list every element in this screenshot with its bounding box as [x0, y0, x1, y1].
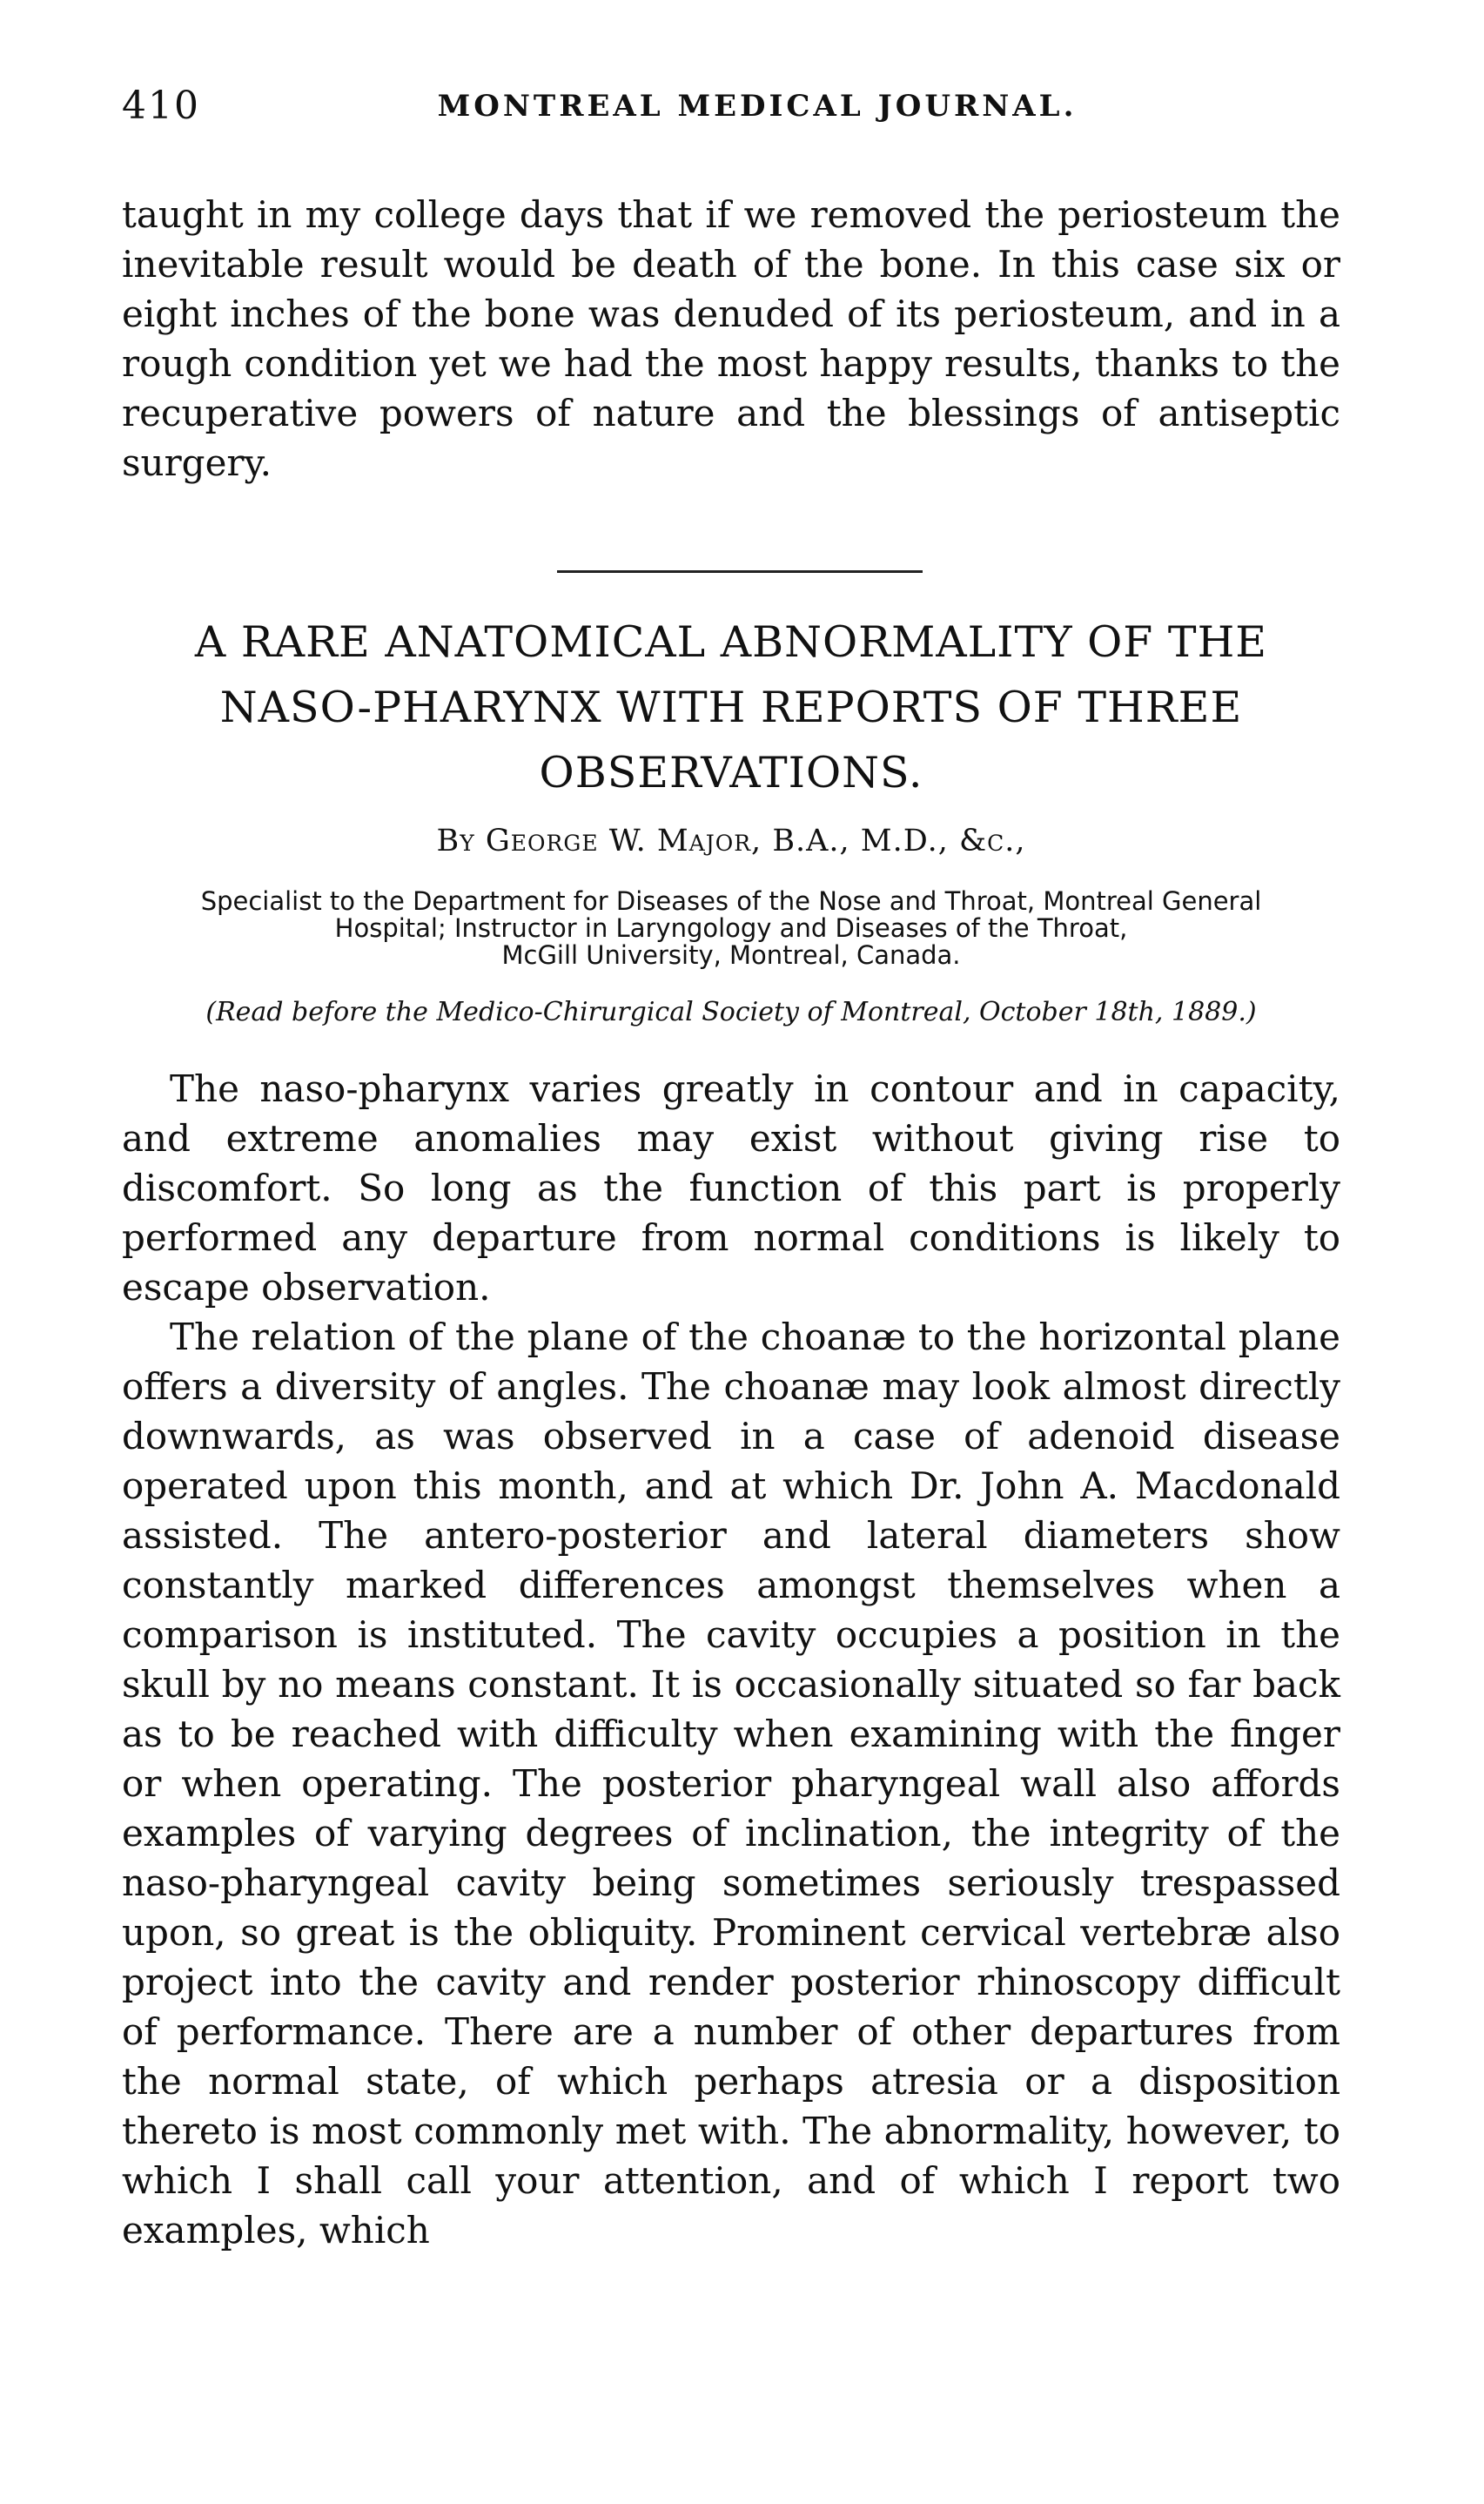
continued-paragraph: taught in my college days that if we removed the periosteum the inevitable result would be death of the bone. In this case six or eight inches of the bone was denuded of its periosteum, and in a rough condition yet we had the most happy results, thanks to the recuperative powers of nature and the blessings of antiseptic surgery. — [122, 193, 1340, 484]
document-page — [122, 0, 1340, 2504]
affiliation-line: McGill University, Montreal, Canada. — [501, 940, 961, 970]
read-before-note: (Read before the Medico-Chirurgical Society of Montreal, October 18th, 1889.) — [205, 997, 1257, 1027]
article-title — [122, 609, 1340, 805]
article-title-line: OBSERVATIONS. — [539, 748, 923, 798]
author-byline: By George W. Major, B.A., M.D., &c., — [436, 824, 1026, 858]
affiliation-line: Specialist to the Department for Diseases of the Nose and Throat, Montreal General — [200, 886, 1262, 916]
author-affiliation — [122, 888, 1340, 969]
continued-text — [122, 190, 1340, 488]
article-body — [122, 1064, 1340, 2255]
running-head — [122, 84, 1340, 136]
page-number: 410 — [122, 84, 200, 128]
section-divider — [557, 570, 923, 573]
journal-title: MONTREAL MEDICAL JOURNAL. — [437, 89, 1078, 124]
article-title-line: A RARE ANATOMICAL ABNORMALITY OF THE — [194, 617, 1268, 667]
body-paragraph: The relation of the plane of the choanæ to the horizontal plane offers a diversity of angles. The choanæ may look almost directly downwards, as was observed in a case of adenoid disease operated upon this month, and at which Dr. John A. Macdonald assisted. The antero-posterior and lateral diameters show constantly marked differences amongst themselves when a comparison is instituted. The cavity occupies a position in the skull by no means constant. It is occasionally situated so far back as to be reached with difficulty when examining with the finger or when operating. The posterior pharyngeal wall also affords examples of varying degrees of inclination, the integrity of the naso-pharyngeal cavity being sometimes seriously trespassed upon, so great is the obliquity. Prominent cervical vertebræ also project into the cavity and render posterior rhinoscopy difficult of performance. There are a number of other departures from the normal state, of which perhaps atresia or a disposition thereto is most commonly met with. The abnormality, however, to which I shall call your attention, and of which I report two examples, which — [122, 1316, 1340, 2252]
affiliation-line: Hospital; Instructor in Laryngology and Diseases of the Throat, — [334, 913, 1128, 943]
article-title-line: NASO-PHARYNX WITH REPORTS OF THREE — [219, 683, 1243, 732]
body-paragraph: The naso-pharynx varies greatly in contour and in capacity, and extreme anomalies may exist without giving rise to discomfort. So long as the function of this part is properly performed any departure from normal conditions is likely to escape observation. — [122, 1067, 1340, 1309]
